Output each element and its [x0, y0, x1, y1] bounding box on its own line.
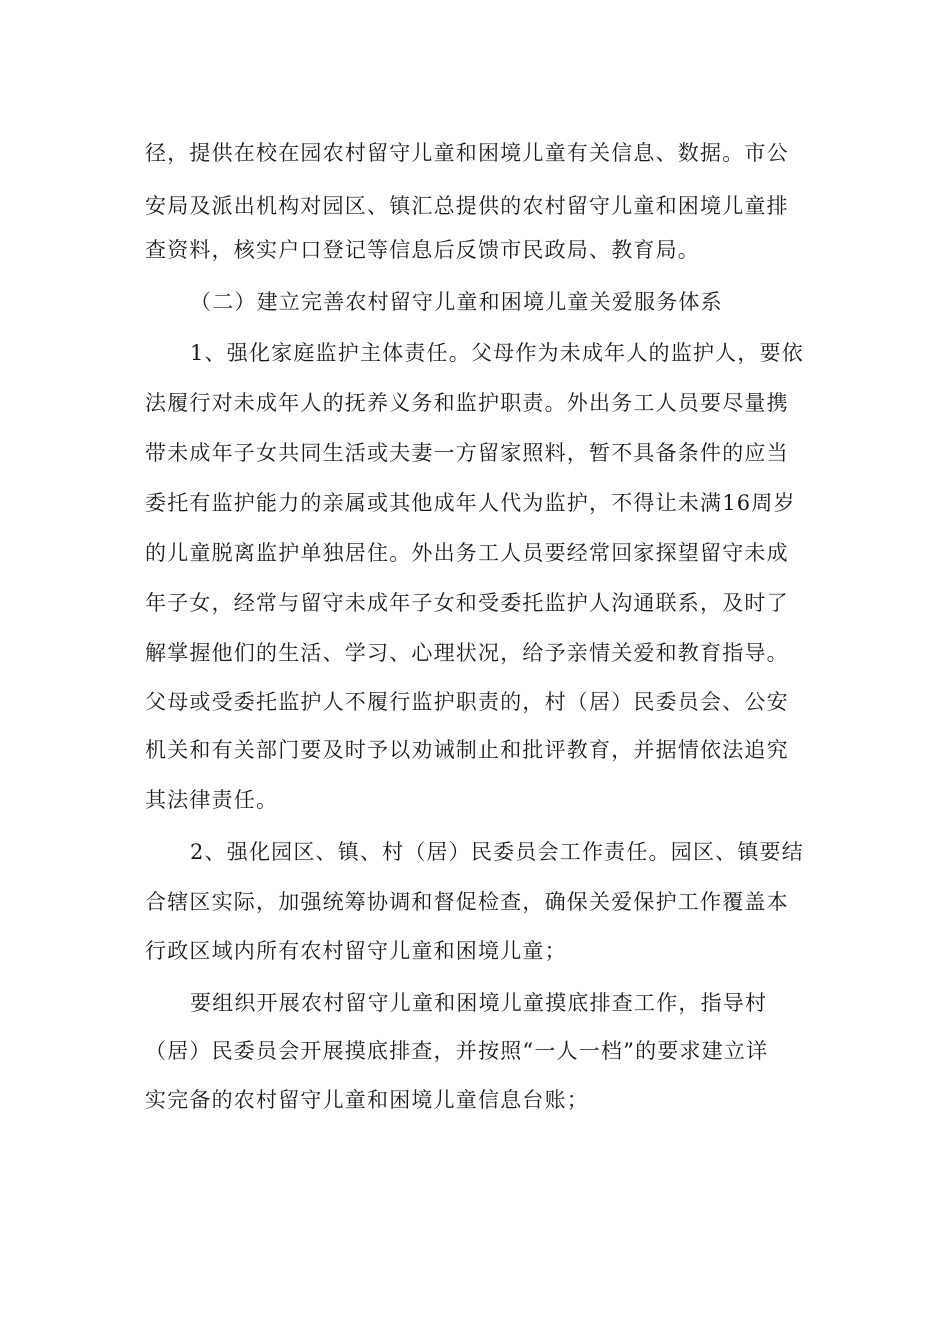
paragraph-line: 年子女，经常与留守未成年子女和受委托监护人沟通联系，及时了 [145, 591, 789, 615]
paragraph-line: 1、强化家庭监护主体责任。父母作为未成年人的监护人，要依 [190, 341, 804, 365]
paragraph-line: 要组织开展农村留守儿童和困境儿童摸底排查工作，指导村 [190, 991, 768, 1015]
paragraph-line: 委托有监护能力的亲属或其他成年人代为监护，不得让未满16周岁 [145, 491, 796, 515]
section-heading: （二）建立完善农村留守儿童和困境儿童关爱服务体系 [190, 290, 723, 314]
paragraph-line: 径，提供在校在园农村留守儿童和困境儿童有关信息、数据。市公 [145, 141, 789, 165]
paragraph-line: 父母或受委托监护人不履行监护职责的，村（居）民委员会、公安 [145, 690, 789, 714]
paragraph-line: 其法律责任。 [145, 788, 279, 812]
paragraph-line: 2、强化园区、镇、村（居）民委员会工作责任。园区、镇要结 [190, 840, 804, 864]
paragraph-line: 行政区域内所有农村留守儿童和困境儿童； [145, 939, 567, 963]
paragraph-line: 解掌握他们的生活、学习、心理状况，给予亲情关爱和教育指导。 [145, 641, 789, 665]
paragraph-line: 法履行对未成年人的抚养义务和监护职责。外出务工人员要尽量携 [145, 391, 789, 415]
paragraph-line: （居）民委员会开展摸底排查，并按照“一人一档”的要求建立详 [145, 1039, 769, 1063]
paragraph-line: 合辖区实际，加强统筹协调和督促检查，确保关爱保护工作覆盖本 [145, 890, 789, 914]
paragraph-line: 带未成年子女共同生活或夫妻一方留家照料，暂不具备条件的应当 [145, 441, 789, 465]
paragraph-line: 的儿童脱离监护单独居住。外出务工人员要经常回家探望留守未成 [145, 541, 789, 565]
paragraph-line: 机关和有关部门要及时予以劝诫制止和批评教育，并据情依法追究 [145, 738, 789, 762]
paragraph-line: 安局及派出机构对园区、镇汇总提供的农村留守儿童和困境儿童排 [145, 194, 789, 218]
paragraph-line: 查资料，核实户口登记等信息后反馈市民政局、教育局。 [145, 238, 700, 262]
paragraph-line: 实完备的农村留守儿童和困境儿童信息台账； [145, 1088, 589, 1112]
